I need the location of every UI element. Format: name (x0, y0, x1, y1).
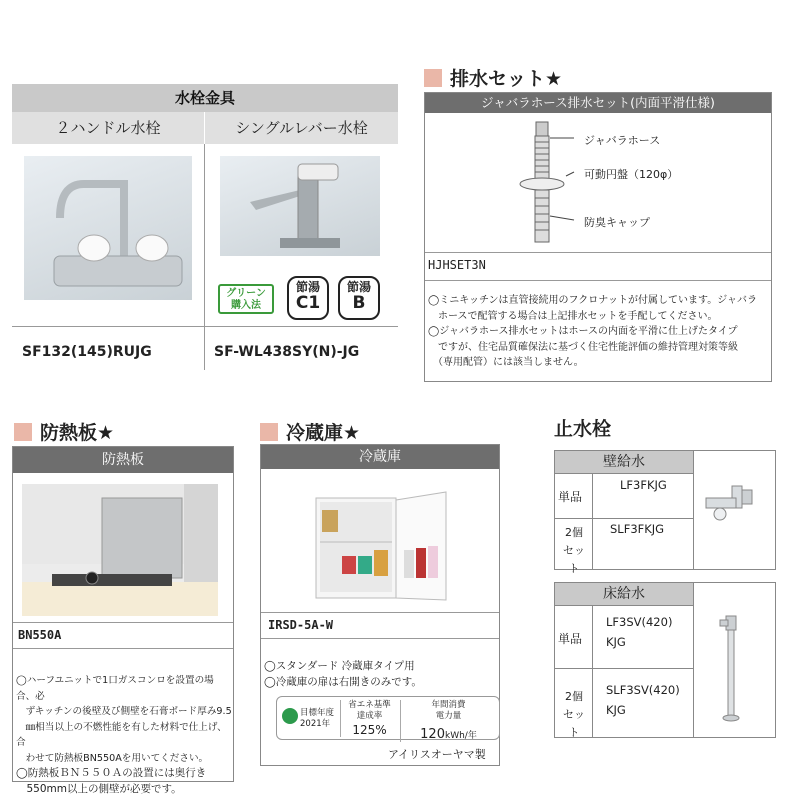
drain-note-line: （専用配管）には該当しません。 (428, 357, 584, 368)
drain-label-hose: ジャバラホース (584, 134, 661, 147)
water-saving-c1-badge: 節湯 C1 (287, 276, 329, 320)
energy-consumption-block: 年間消費 電力量 120kWh/年 (400, 700, 496, 742)
faucet-section-header: 水栓金具 (12, 84, 398, 112)
floor-supply-header: 床給水 (555, 583, 693, 605)
floor-valve-image (716, 612, 746, 724)
drain-model-line-top (425, 252, 771, 253)
heat-shield-header: 防熱板 (13, 447, 233, 473)
floor-supply-grid-h1 (555, 605, 693, 606)
heat-shield-image (22, 484, 218, 616)
eco-label-target-year: 目標年度 2021年 (300, 708, 335, 729)
drain-section-title: 排水セット★ (424, 64, 562, 91)
drain-note-line: ◯ジャバラホース排水セットはホースの内面を平滑に仕上げたタイプ (428, 326, 738, 337)
heat-shield-note-line: ◯ハーフユニットで1口ガスコンロを設置の場合、必 (16, 675, 214, 702)
floor-supply-grid-v2 (693, 583, 694, 737)
wall-supply-grid-h1 (555, 473, 693, 474)
heat-shield-note-line: 550mm以上の側壁が必要です。 (16, 782, 182, 795)
heat-shield-note-line: ずキッチンの後壁及び側壁を石膏ボード厚み9.5 (16, 706, 232, 717)
section-marker-icon (424, 69, 442, 87)
wall-valve-image (702, 480, 758, 530)
floor-set-model: SLF3SV(420) KJG (606, 683, 680, 717)
heat-shield-model-line-bottom (13, 648, 233, 649)
fridge-image (296, 490, 472, 606)
floor-single-label: 単品 (558, 632, 583, 646)
wall-single-model: LF3FKJG (620, 478, 667, 492)
heat-shield-model: BN550A (18, 628, 62, 642)
faucet-col1-header: ２ハンドル水栓 (12, 112, 205, 144)
faucet-divider (204, 144, 205, 370)
fridge-notes (264, 659, 496, 690)
stop-valve-section-title: 止水栓 (554, 418, 612, 440)
drain-note-line: ◯ミニキッチンは直管接続用のフクロナットが付属しています。ジャバラ (428, 295, 757, 306)
fridge-model-line-bottom (261, 638, 499, 639)
fridge-header: 冷蔵庫 (261, 445, 499, 469)
heat-shield-section-title: 防熱板★ (14, 418, 114, 445)
faucet-bottom-line (12, 326, 398, 327)
fridge-section-title: 冷蔵庫★ (260, 418, 360, 445)
faucet-col1-model: SF132(145)RUJG (22, 344, 152, 360)
drain-model: HJHSET3N (428, 258, 486, 272)
fridge-model-line-top (261, 612, 499, 613)
green-purchase-badge: グリーン 購入法 (218, 284, 274, 314)
two-handle-faucet-image (24, 156, 192, 300)
heat-shield-model-line-top (13, 622, 233, 623)
fridge-model: IRSD-5A-W (268, 618, 334, 632)
wall-set-label: 2個 セット (563, 526, 585, 575)
fridge-note-line: ◯冷蔵庫の扉は右開きのみです。 (264, 675, 422, 688)
wall-set-model: SLF3FKJG (610, 522, 665, 536)
floor-supply-grid-h2 (555, 668, 693, 669)
drain-label-cap: 防臭キャップ (584, 216, 650, 229)
wall-single-label: 単品 (558, 490, 583, 504)
energy-rate-block: 省エネ基準 達成率 125% (340, 700, 398, 737)
wall-supply-grid-v1 (592, 473, 593, 569)
drain-header: ジャバラホース排水セット(内面平滑仕様) (425, 93, 771, 113)
heat-shield-note-line: ◯防熱板ＢＮ５５０Ａの設置には奥行き (16, 767, 207, 779)
fridge-maker: アイリスオーヤマ製 (388, 748, 486, 761)
heat-shield-note-line: わせて防熱板BN550Aを用いてください。 (16, 752, 209, 764)
heat-shield-notes (16, 673, 232, 797)
wall-supply-grid-h2 (555, 518, 693, 519)
fridge-note-line: ◯スタンダード 冷蔵庫タイプ用 (264, 660, 415, 672)
drain-notes (428, 293, 770, 371)
section-marker-icon (260, 423, 278, 441)
drain-note-line: ですが、住宅品質確保法に基づく住宅性能評価の維持管理対策等級 (428, 341, 738, 353)
faucet-col2-header: シングルレバー水栓 (205, 112, 398, 144)
faucet-col2-model: SF-WL438SY(N)-JG (214, 344, 360, 360)
floor-single-model: LF3SV(420) KJG (606, 615, 673, 649)
wall-supply-grid-v2 (693, 451, 694, 569)
drain-label-disc: 可動円盤（120φ） (584, 168, 679, 181)
drain-note-line: ホースで配管する場合は上記排水セットを手配してください。 (428, 310, 718, 322)
section-marker-icon (14, 423, 32, 441)
wall-supply-header: 壁給水 (555, 451, 693, 473)
floor-set-label: 2個 セット (563, 690, 585, 739)
floor-supply-grid-v1 (592, 605, 593, 737)
water-saving-b-badge: 節湯 B (338, 276, 380, 320)
single-lever-faucet-image (220, 156, 380, 256)
drain-model-line-bottom (425, 280, 771, 281)
eco-mark-icon (282, 708, 298, 724)
heat-shield-note-line: ㎜相当以上の不燃性能を有した材料で仕上げ、合 (16, 721, 227, 748)
